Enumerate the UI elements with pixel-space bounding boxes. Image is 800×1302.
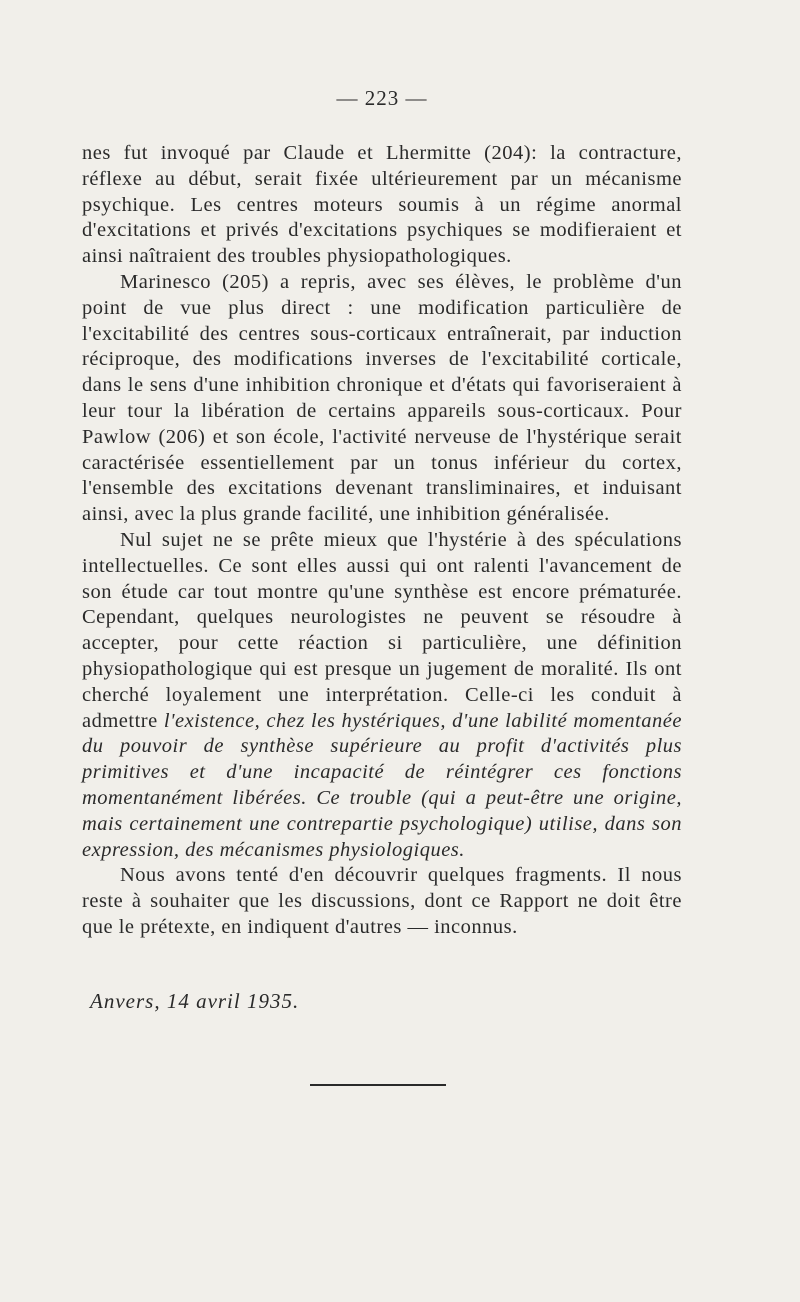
signature-date: Anvers, 14 avril 1935. [90, 988, 300, 1013]
paragraph-1: nes fut invoqué par Claude et Lhermitte (204): la contracture, réflexe au début, serait fixée ultérieurement par un mécanisme psychique. Les centres moteurs soumis à un régime anormal d'excitations et privés d'excitations psychiques se modifieraient et ainsi naîtraient des troubles physiopathologiques. [82, 142, 682, 268]
paragraph-3 [82, 528, 682, 863]
paragraph-4: Nous avons tenté d'en découvrir quelques fragments. Il nous reste à souhaiter que les discussions, dont ce Rapport ne doit être que le prétexte, en indiquent d'autres — inconnus. [82, 864, 682, 938]
paragraph-3-text: Nul sujet ne se prête mieux que l'hystérie à des spéculations intellectuelles. Ce sont elles aussi qui ont ralenti l'avancement de son étude car tout montre qu'une synthèse est encore prématurée. Cependant, quelques neurologistes ne peuvent se résoudre à accepter, pour cette réaction si particulière, une définition physiopathologique qui est presque un jugement de moralité. Ils ont cherché loyalement une interprétation. Celle-ci les conduit à admettre [82, 528, 682, 732]
page-number: — 223 — [336, 86, 428, 110]
paragraph-3-italic: l'existence, chez les hystériques, d'une labilité momentanée du pouvoir de synthèse supérieure au profit d'activités plus primitives et d'une incapacité de réintégrer ces fonctions momentanément libérées. Ce trouble (qui a peut-être une origine, mais certainement une contrepartie psychologique) utilise, dans son expression, des mécanismes physiologiques. [82, 709, 682, 861]
paragraph-2: Marinesco (205) a repris, avec ses élèves, le problème d'un point de vue plus direct : une modification particulière de l'excitabilité des centres sous-corticaux entraînerait, par induction réciproque, des modifications inverses de l'excitabilité corticale, dans le sens d'une inhibition chronique et d'états qui favoriseraient à leur tour la libération de certains appareils sous-corticaux. Pour Pawlow (206) et son école, l'activité nerveuse de l'hystérique serait caractérisée essentiellement par un tonus inférieur du cortex, l'ensemble des excitations devenant transliminaires, et induisant ainsi, avec la plus grande facilité, une inhibition généralisée. [82, 270, 682, 526]
closing-rule [310, 1084, 446, 1086]
